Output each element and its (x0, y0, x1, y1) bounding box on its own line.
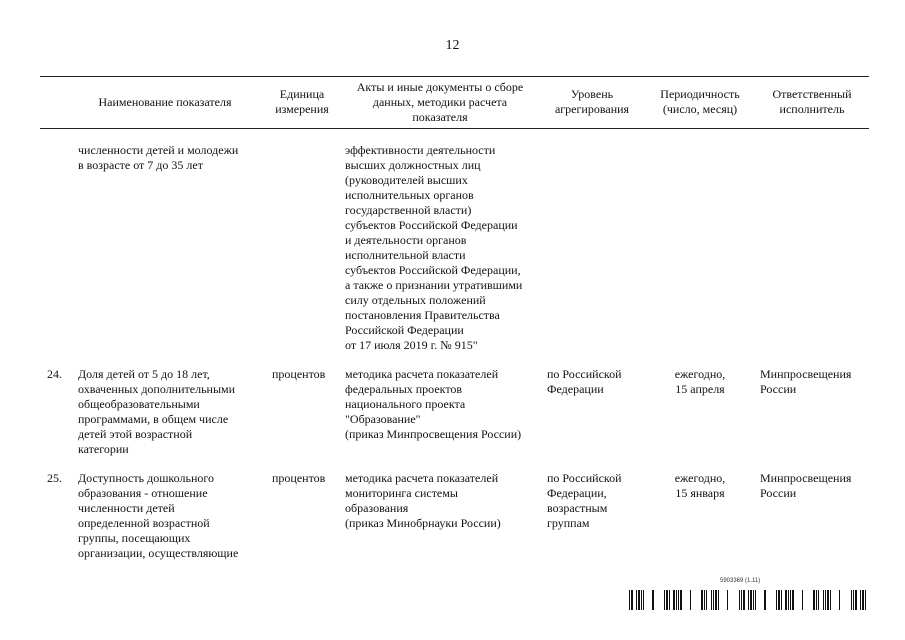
barcode-bar (641, 590, 642, 610)
barcode-bar (676, 590, 677, 610)
barcode-bar (755, 590, 756, 610)
aggregation-level-cell: по Российской Федерации, возрастным группам (547, 471, 622, 530)
barcode-bar (750, 590, 752, 610)
barcode-bar (839, 590, 840, 610)
header-unit: Единица измерения (275, 87, 329, 116)
row-number: 24. (47, 367, 62, 381)
barcode-bar (855, 590, 857, 610)
barcode-bar (652, 590, 654, 610)
table-top-rule (40, 76, 869, 77)
barcode-bar (713, 590, 714, 610)
aggregation-level-cell: по Российской Федерации (547, 367, 622, 396)
unit-cell: процентов (272, 367, 326, 381)
indicator-name: Доступность дошкольного образования - отношение численности детей определенной возрастной группы, посещающих организации, осуществляющие (78, 471, 239, 560)
header-indicator-name: Наименование показателя (98, 94, 232, 109)
barcode-bar (781, 590, 782, 610)
responsible-cell: Минпросвещения России (760, 367, 852, 396)
responsible-cell: Минпросвещения России (760, 471, 852, 500)
barcode-bar (813, 590, 815, 610)
header-responsible: Ответственный исполнитель (772, 87, 852, 116)
barcode-bar (818, 590, 819, 610)
header-periodicity: Периодичность (число, месяц) (660, 87, 740, 116)
barcode-bar (629, 590, 630, 610)
continuation-acts: эффективности деятельности высших должностных лиц (руководителей высших исполнительных органов государственной власти) субъектов Российской Федерации и деятельности органов исполнительной власти субъектов Российской Федерации, а также о признании утратившими силу отдельных положений постановления Правительства Российской Федерации от 17 июля 2019 г. № 915" (345, 143, 523, 352)
barcode-label: 5903369 (1.11) (720, 578, 761, 584)
barcode-bar (664, 590, 665, 610)
barcode-bar (706, 590, 707, 610)
barcode-bar (865, 590, 866, 610)
row-number: 25. (47, 471, 62, 485)
barcode-bar (776, 590, 777, 610)
unit-cell: процентов (272, 471, 326, 485)
barcode-bar (830, 590, 831, 610)
table-header-rule (40, 128, 869, 129)
barcode-bar (636, 590, 637, 610)
page-number: 12 (445, 38, 460, 53)
barcode-bar (753, 590, 754, 610)
barcode-bar (666, 590, 668, 610)
barcode-bar (802, 590, 803, 610)
header-aggregation-level: Уровень агрегирования (554, 87, 630, 116)
barcode-bar (860, 590, 861, 610)
header-acts: Акты и иные документы о сборе данных, методики расчета показателя (356, 79, 524, 124)
barcode-bar (790, 590, 791, 610)
barcode-bar (785, 590, 787, 610)
barcode-bar (678, 590, 679, 610)
barcode-bar (825, 590, 826, 610)
barcode-bar (680, 590, 682, 610)
barcode-bar (673, 590, 675, 610)
barcode-bar (638, 590, 640, 610)
continuation-indicator-name: численности детей и молодежи в возрасте от 7 до 35 лет (78, 143, 239, 172)
barcode-bar (718, 590, 719, 610)
barcode-bar (788, 590, 789, 610)
barcode-bar (631, 590, 633, 610)
barcode-bar (727, 590, 728, 610)
indicator-name: Доля детей от 5 до 18 лет, охваченных дополнительными общеобразовательными программами, в общем числе детей этой возрастной категории (78, 367, 236, 456)
barcode-bar (851, 590, 852, 610)
barcode-bar (764, 590, 766, 610)
barcode (629, 590, 869, 610)
barcode-bar (711, 590, 712, 610)
acts-cell: методика расчета показателей мониторинга системы образования (приказ Минобрнауки России) (345, 471, 501, 530)
barcode-bar (741, 590, 742, 610)
periodicity-cell: ежегодно, 15 января (674, 471, 726, 500)
barcode-bar (853, 590, 854, 610)
barcode-bar (792, 590, 794, 610)
barcode-bar (823, 590, 824, 610)
barcode-bar (690, 590, 691, 610)
barcode-bar (827, 590, 829, 610)
barcode-bar (643, 590, 644, 610)
acts-cell: методика расчета показателей федеральных проектов национального проекта "Образование" (приказ Минпросвещения России) (345, 367, 522, 441)
barcode-bar (748, 590, 749, 610)
barcode-bar (701, 590, 703, 610)
barcode-bar (704, 590, 705, 610)
barcode-bar (862, 590, 864, 610)
barcode-bar (715, 590, 717, 610)
barcode-bar (739, 590, 740, 610)
periodicity-cell: ежегодно, 15 апреля (674, 367, 726, 396)
barcode-bar (743, 590, 745, 610)
barcode-bar (778, 590, 780, 610)
barcode-bar (669, 590, 670, 610)
barcode-bar (816, 590, 817, 610)
